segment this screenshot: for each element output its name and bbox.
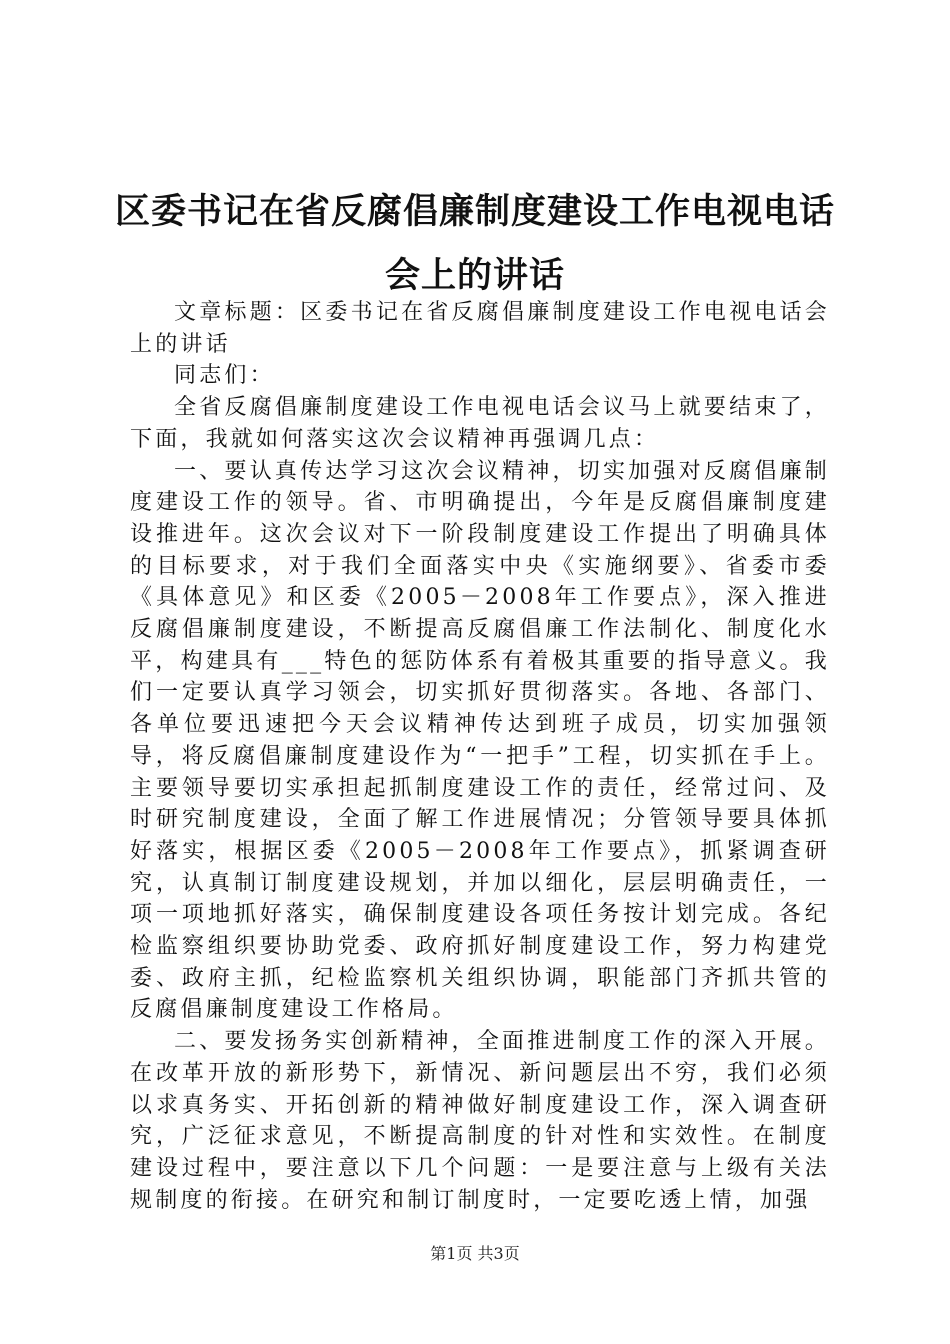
salutation: 同志们： <box>174 363 275 389</box>
body-paragraph: 二、要发扬务实创新精神，全面推进制度工作的深入开展。在改革开放的新形势下，新情况、新问题层出不穷，我们必须以求真务实、开拓创新的精神做好制度建设工作，深入调查研究，广泛征求意见，不断提高制度的针对性和实效性。在制度建设过程中，要注意以下几个问题：一是要注意与上级有关法规制度的衔接。在研究和制订制度时，一定要吃透上情，加强 <box>130 1029 830 1213</box>
article-title-line: 文章标题：区委书记在省反腐倡廉制度建设工作电视电话会上的讲话 <box>130 300 830 357</box>
body-paragraph: 一、要认真传达学习这次会议精神，切实加强对反腐倡廉制度建设工作的领导。省、市明确提出，今年是反腐倡廉制度建设推进年。这次会议对下一阶段制度建设工作提出了明确具体的目标要求，对于我们全面落实中央《实施纲要》、省委市委《具体意见》和区委《2005－2008年工作要点》，深入推进反腐倡廉制度建设，不断提高反腐倡廉工作法制化、制度化水平，构建具有___特色的惩防体系有着极其重要的指导意义。我们一定要认真学习领会，切实抓好贯彻落实。各地、各部门、各单位要迅速把今天会议精神传达到班子成员，切实加强领导，将反腐倡廉制度建设作为“一把手”工程，切实抓在手上。主要领导要切实承担起抓制度建设工作的责任，经常过问、及时研究制度建设，全面了解工作进展情况；分管领导要具体抓好落实，根据区委《2005－2008年工作要点》，抓紧调查研究，认真制订制度建设规划，并加以细化，层层明确责任，一项一项地抓好落实，确保制度建设各项任务按计划完成。各纪检监察组织要协助党委、政府抓好制度建设工作，努力构建党委、政府主抓，纪检监察机关组织协调，职能部门齐抓共管的反腐倡廉制度建设工作格局。 <box>130 458 830 1023</box>
document-title: 区委书记在省反腐倡廉制度建设工作电视电话会上的讲话 <box>114 191 835 296</box>
document-body <box>130 297 830 1216</box>
body-paragraph: 全省反腐倡廉制度建设工作电视电话会议马上就要结束了，下面，我就如何落实这次会议精神再强调几点： <box>130 395 830 452</box>
page-footer: 第1页 共3页 <box>430 1244 520 1263</box>
